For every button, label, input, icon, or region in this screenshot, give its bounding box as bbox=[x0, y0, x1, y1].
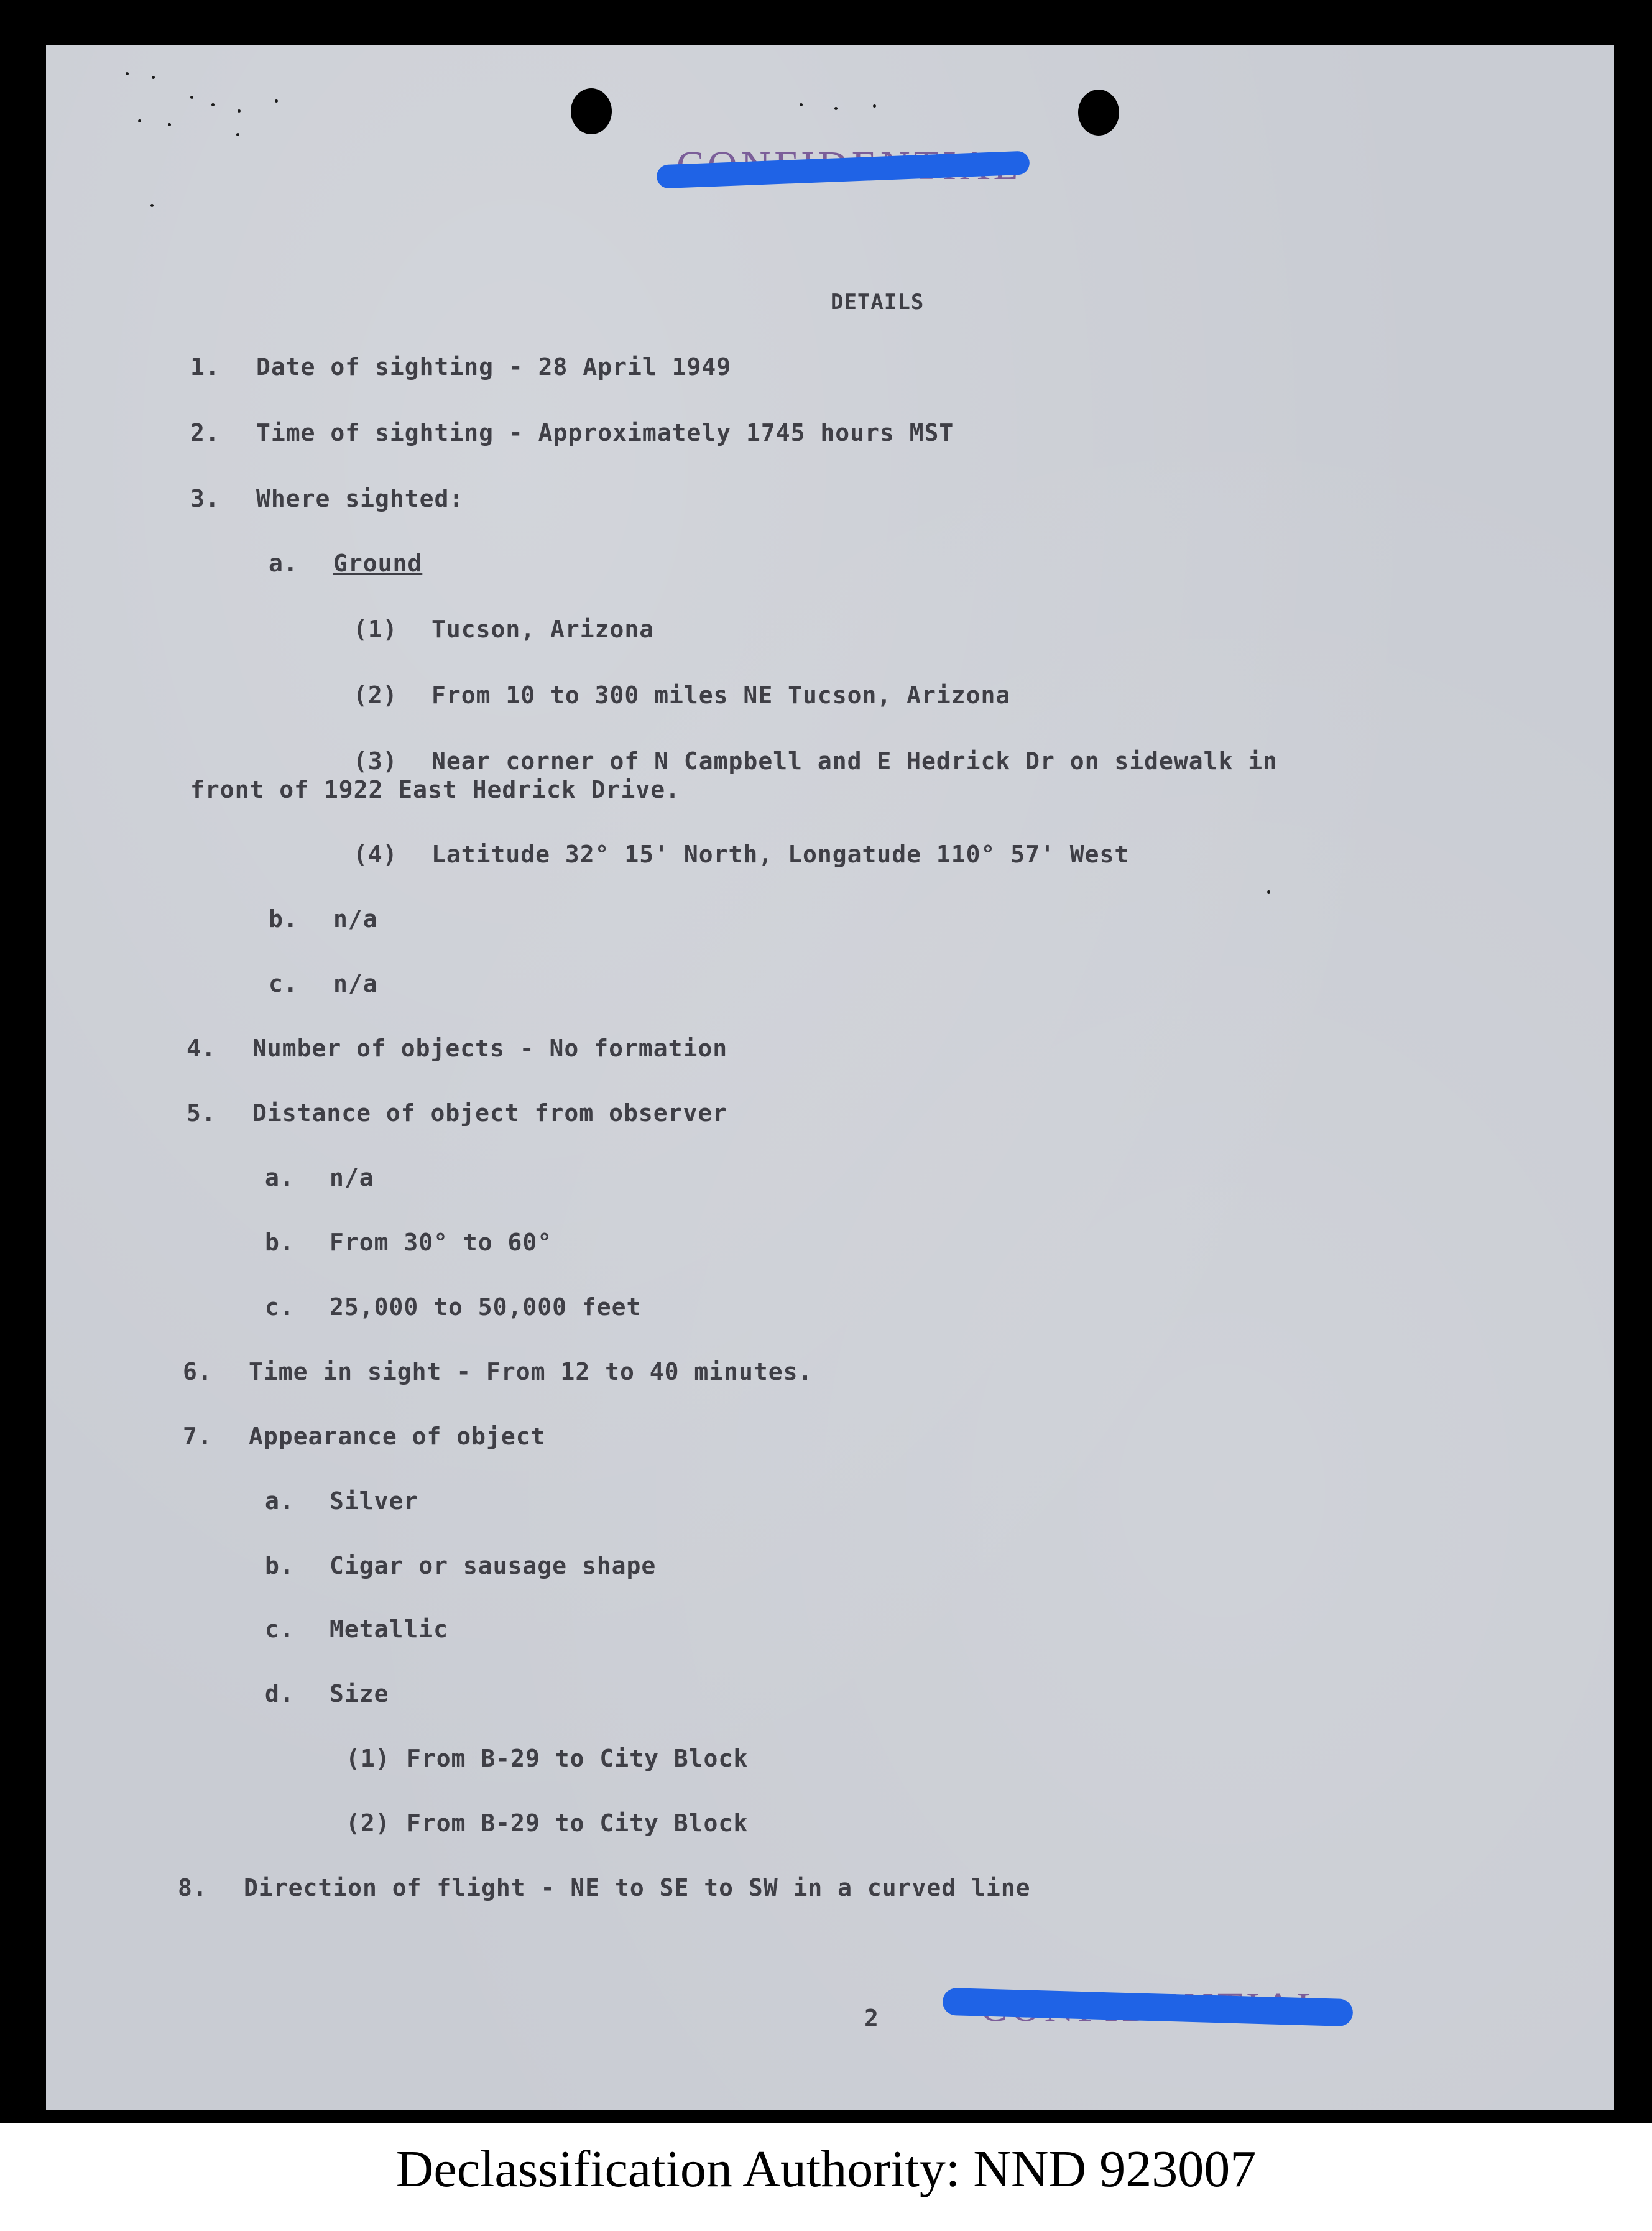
subsubitem-continuation: front of 1922 East Hedrick Drive. bbox=[190, 776, 680, 803]
item-number: 7. bbox=[183, 1423, 213, 1450]
subsubitem-number: (1) bbox=[346, 1745, 390, 1772]
subitem-text: From 30° to 60° bbox=[330, 1229, 553, 1256]
paper-speck bbox=[211, 103, 215, 106]
subsubitem-text: Tucson, Arizona bbox=[431, 616, 655, 643]
item-text: Number of objects - No formation bbox=[252, 1035, 728, 1062]
subitem-letter: a. bbox=[265, 1487, 295, 1515]
subitem-letter: b. bbox=[265, 1229, 295, 1256]
declassification-authority: Declassification Authority: NND 923007 bbox=[395, 2140, 1257, 2198]
item-number: 5. bbox=[187, 1099, 216, 1127]
subsubitem-number: (2) bbox=[346, 1809, 390, 1837]
subitem-letter: c. bbox=[265, 1293, 295, 1321]
item-number: 2. bbox=[190, 419, 220, 446]
paper-speck bbox=[834, 107, 838, 110]
subitem-letter: c. bbox=[265, 1615, 295, 1643]
subitem-letter: b. bbox=[269, 905, 298, 933]
subsubitem-text: Near corner of N Campbell and E Hedrick Dr on sidewalk in bbox=[431, 747, 1278, 775]
subitem-letter: a. bbox=[265, 1164, 295, 1191]
punch-hole bbox=[571, 88, 612, 134]
paper-speck bbox=[126, 72, 129, 75]
paper-speck bbox=[1267, 890, 1270, 894]
subitem-letter: b. bbox=[265, 1552, 295, 1579]
subsubitem-text: Latitude 32° 15' North, Longatude 110° 57' West bbox=[431, 841, 1130, 868]
paper-speck bbox=[275, 99, 278, 103]
subitem-text: 25,000 to 50,000 feet bbox=[330, 1293, 642, 1321]
paper-speck bbox=[800, 103, 803, 106]
item-text: Where sighted: bbox=[256, 485, 464, 512]
confidential-stamp-bottom bbox=[929, 1980, 1377, 2036]
subsubitem-number: (4) bbox=[353, 841, 398, 868]
item-text: Distance of object from observer bbox=[252, 1099, 728, 1127]
subsubitem-text: From B-29 to City Block bbox=[407, 1809, 749, 1837]
subitem-letter: c. bbox=[269, 970, 298, 997]
punch-hole bbox=[1078, 90, 1119, 136]
subitem-text: n/a bbox=[333, 970, 378, 997]
item-number: 3. bbox=[190, 485, 220, 512]
item-number: 8. bbox=[178, 1874, 208, 1901]
item-text: Direction of flight - NE to SE to SW in a curved line bbox=[244, 1874, 1031, 1901]
document-page bbox=[46, 45, 1614, 2110]
subitem-text: n/a bbox=[333, 905, 378, 933]
subsubitem-number: (2) bbox=[353, 681, 398, 709]
item-number: 1. bbox=[190, 353, 220, 381]
item-text: Time in sight - From 12 to 40 minutes. bbox=[249, 1358, 813, 1385]
subsubitem-text: From B-29 to City Block bbox=[407, 1745, 749, 1772]
page-number: 2 bbox=[864, 2005, 879, 2032]
subitem-text: n/a bbox=[330, 1164, 374, 1191]
paper-speck bbox=[873, 104, 876, 108]
paper-speck bbox=[168, 123, 171, 126]
subitem-letter: d. bbox=[265, 1680, 295, 1707]
item-number: 4. bbox=[187, 1035, 216, 1062]
item-text: Time of sighting - Approximately 1745 hours MST bbox=[256, 419, 954, 446]
confidential-stamp-top bbox=[644, 141, 1054, 192]
paper-speck bbox=[238, 109, 241, 113]
item-text: Appearance of object bbox=[249, 1423, 546, 1450]
item-number: 6. bbox=[183, 1358, 213, 1385]
paper-speck bbox=[152, 76, 155, 79]
paper-speck bbox=[236, 133, 239, 136]
paper-speck bbox=[150, 204, 154, 207]
section-heading: DETAILS bbox=[831, 290, 925, 315]
paper-speck bbox=[190, 96, 193, 99]
item-text: Date of sighting - 28 April 1949 bbox=[256, 353, 732, 381]
subitem-letter: a. bbox=[269, 550, 298, 577]
subsubitem-number: (3) bbox=[353, 747, 398, 775]
subitem-text: Silver bbox=[330, 1487, 419, 1515]
subsubitem-text: From 10 to 300 miles NE Tucson, Arizona bbox=[431, 681, 1011, 709]
paper-speck bbox=[138, 119, 141, 122]
subsubitem-number: (1) bbox=[353, 616, 398, 643]
subitem-text: Cigar or sausage shape bbox=[330, 1552, 657, 1579]
subitem-text: Metallic bbox=[330, 1615, 449, 1643]
subitem-text: Size bbox=[330, 1680, 389, 1707]
subitem-text: Ground bbox=[333, 550, 423, 577]
